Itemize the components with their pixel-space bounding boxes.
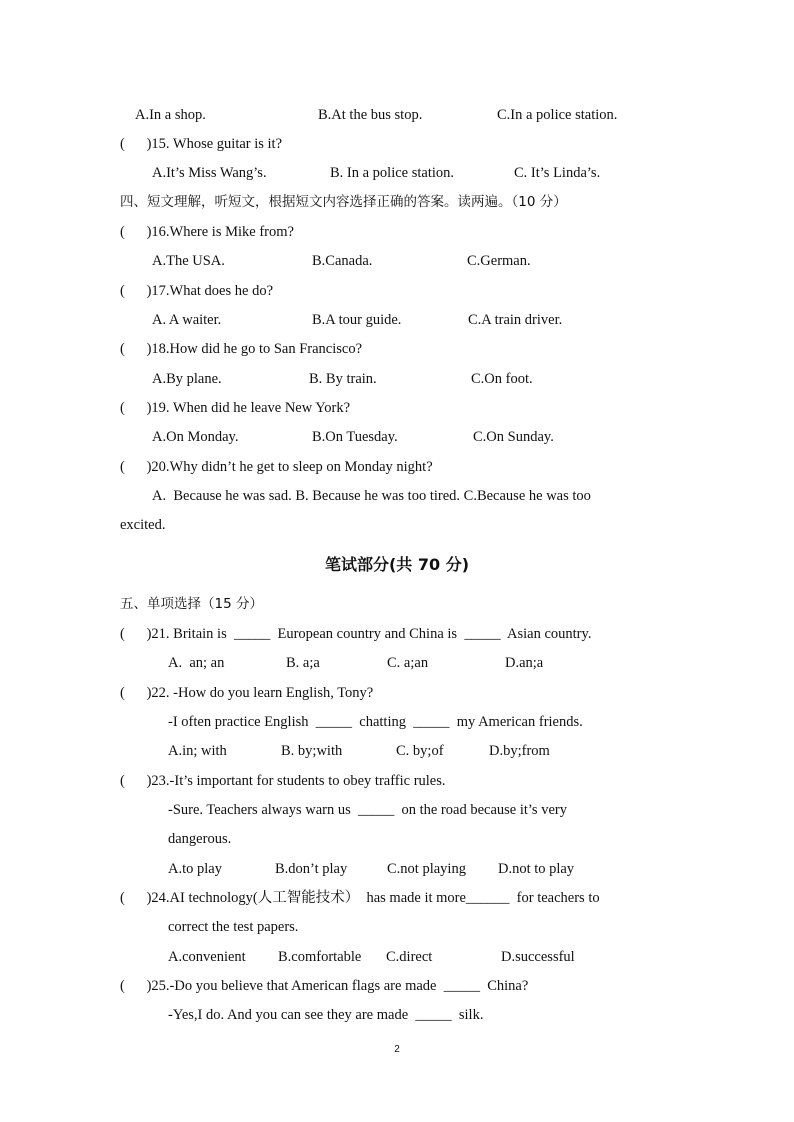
- option-text: A.in; with: [168, 743, 227, 759]
- question-line: ( )21. Britain is _____ European country and China is _____ Asian country.: [120, 626, 592, 642]
- option-text: C.direct: [386, 949, 433, 965]
- question-line: ( )24.AI technology(人工智能技术） has made it more______ for teachers to: [120, 890, 600, 906]
- option-text: B.On Tuesday.: [312, 429, 398, 445]
- option-text: A.On Monday.: [152, 429, 239, 445]
- question-line: ( )22. -How do you learn English, Tony?: [120, 685, 374, 701]
- question-line: ( )15. Whose guitar is it?: [120, 136, 283, 152]
- page-number: 2: [394, 1044, 400, 1055]
- question-line: 四、短文理解，听短文，根据短文内容选择正确的答案。读两遍。（10 分）: [120, 194, 567, 210]
- option-text: C.On Sunday.: [473, 429, 554, 445]
- option-text: A.It’s Miss Wang’s.: [152, 165, 267, 181]
- option-text: A.convenient: [168, 949, 246, 965]
- option-text: C.German.: [467, 253, 531, 269]
- question-line: -Sure. Teachers always warn us _____ on the road because it’s very: [168, 802, 567, 818]
- question-line: ( )23.-It’s important for students to obey traffic rules.: [120, 773, 446, 789]
- option-text: C.In a police station.: [497, 107, 618, 123]
- option-text: D.not to play: [498, 861, 575, 877]
- option-text: A.By plane.: [152, 371, 222, 387]
- option-text: A.to play: [168, 861, 222, 877]
- option-text: B.comfortable: [278, 949, 362, 965]
- question-line: correct the test papers.: [168, 919, 299, 935]
- option-text: C. by;of: [396, 743, 444, 759]
- question-line: -I often practice English _____ chatting _____ my American friends.: [168, 714, 583, 730]
- option-text: B. In a police station.: [330, 165, 455, 181]
- question-line: A. Because he was sad. B. Because he was too tired. C.Because he was too: [152, 488, 591, 504]
- option-text: A.The USA.: [152, 253, 225, 269]
- option-text: C.not playing: [387, 861, 466, 877]
- question-line: ( )16.Where is Mike from?: [120, 224, 294, 240]
- question-line: 五、单项选择（15 分）: [120, 596, 263, 612]
- option-text: C. a;an: [387, 655, 429, 671]
- option-text: A.In a shop.: [135, 107, 206, 123]
- option-text: B. by;with: [281, 743, 343, 759]
- option-text: B.At the bus stop.: [318, 107, 423, 123]
- option-text: D.successful: [501, 949, 575, 965]
- section-title: 笔试部分(共 70 分): [324, 555, 470, 574]
- option-text: A. an; an: [168, 655, 225, 671]
- option-text: B.A tour guide.: [312, 312, 402, 328]
- question-line: ( )25.-Do you believe that American flags are made _____ China?: [120, 978, 529, 994]
- option-text: A. A waiter.: [152, 312, 222, 328]
- question-line: ( )19. When did he leave New York?: [120, 400, 351, 416]
- option-text: B.don’t play: [275, 861, 348, 877]
- question-line: excited.: [120, 517, 166, 533]
- question-line: ( )18.How did he go to San Francisco?: [120, 341, 363, 357]
- question-line: ( )17.What does he do?: [120, 283, 274, 299]
- question-line: dangerous.: [168, 831, 232, 847]
- option-text: C.On foot.: [471, 371, 533, 387]
- option-text: D.an;a: [505, 655, 544, 671]
- option-text: D.by;from: [489, 743, 550, 759]
- option-text: C. It’s Linda’s.: [514, 165, 601, 181]
- question-line: -Yes,I do. And you can see they are made _____ silk.: [168, 1007, 484, 1023]
- option-text: B. By train.: [309, 371, 377, 387]
- option-text: B.Canada.: [312, 253, 373, 269]
- question-line: ( )20.Why didn’t he get to sleep on Monday night?: [120, 459, 433, 475]
- option-text: B. a;a: [286, 655, 320, 671]
- option-text: C.A train driver.: [468, 312, 563, 328]
